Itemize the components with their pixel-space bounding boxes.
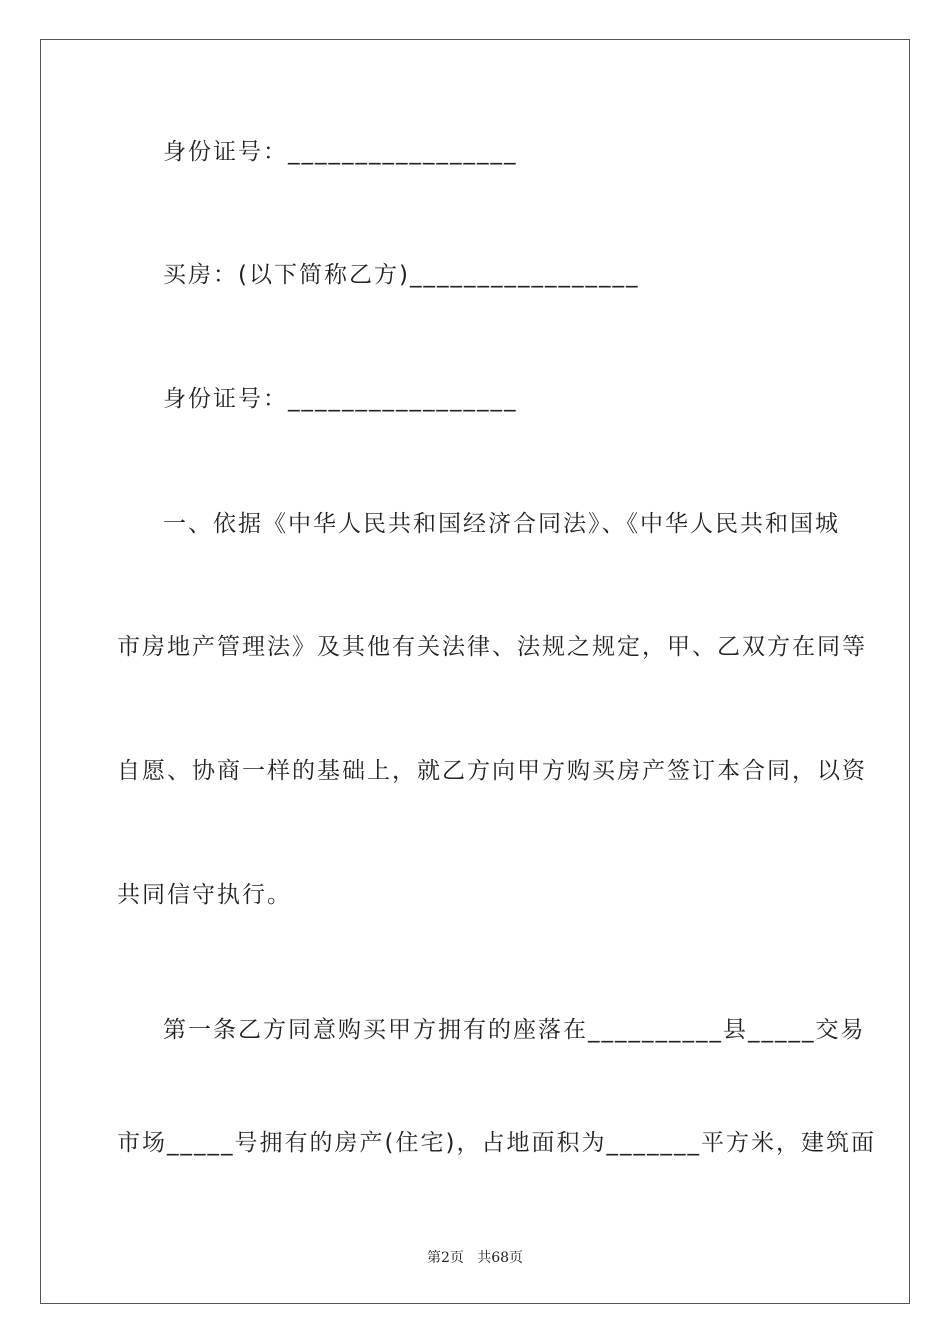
paragraph-1-line-3: 自愿、协商一样的基础上，就乙方向甲方购买房产签订本合同，以资 bbox=[117, 758, 867, 784]
paragraph-1-line-4: 共同信守执行。 bbox=[117, 882, 292, 908]
article-1-line-1: 第一条乙方同意购买甲方拥有的座落在__________县_____交易 bbox=[163, 1017, 866, 1043]
page-border bbox=[40, 39, 910, 1304]
page-number-footer: 第2页 共68页 bbox=[426, 1250, 524, 1266]
paragraph-1-line-2: 市房地产管理法》及其他有关法律、法规之规定，甲、乙双方在同等 bbox=[117, 634, 867, 660]
paragraph-1-line-1: 一、依据《中华人民共和国经济合同法》、《中华人民共和国城 bbox=[163, 511, 840, 537]
id-number-line-1: 身份证号：_________________ bbox=[163, 139, 518, 165]
article-1-line-2: 市场_____号拥有的房产(住宅)，占地面积为_______平方米，建筑面 bbox=[117, 1130, 876, 1156]
buyer-line: 买房：(以下简称乙方)_________________ bbox=[163, 262, 640, 288]
id-number-line-2: 身份证号：_________________ bbox=[163, 386, 518, 412]
